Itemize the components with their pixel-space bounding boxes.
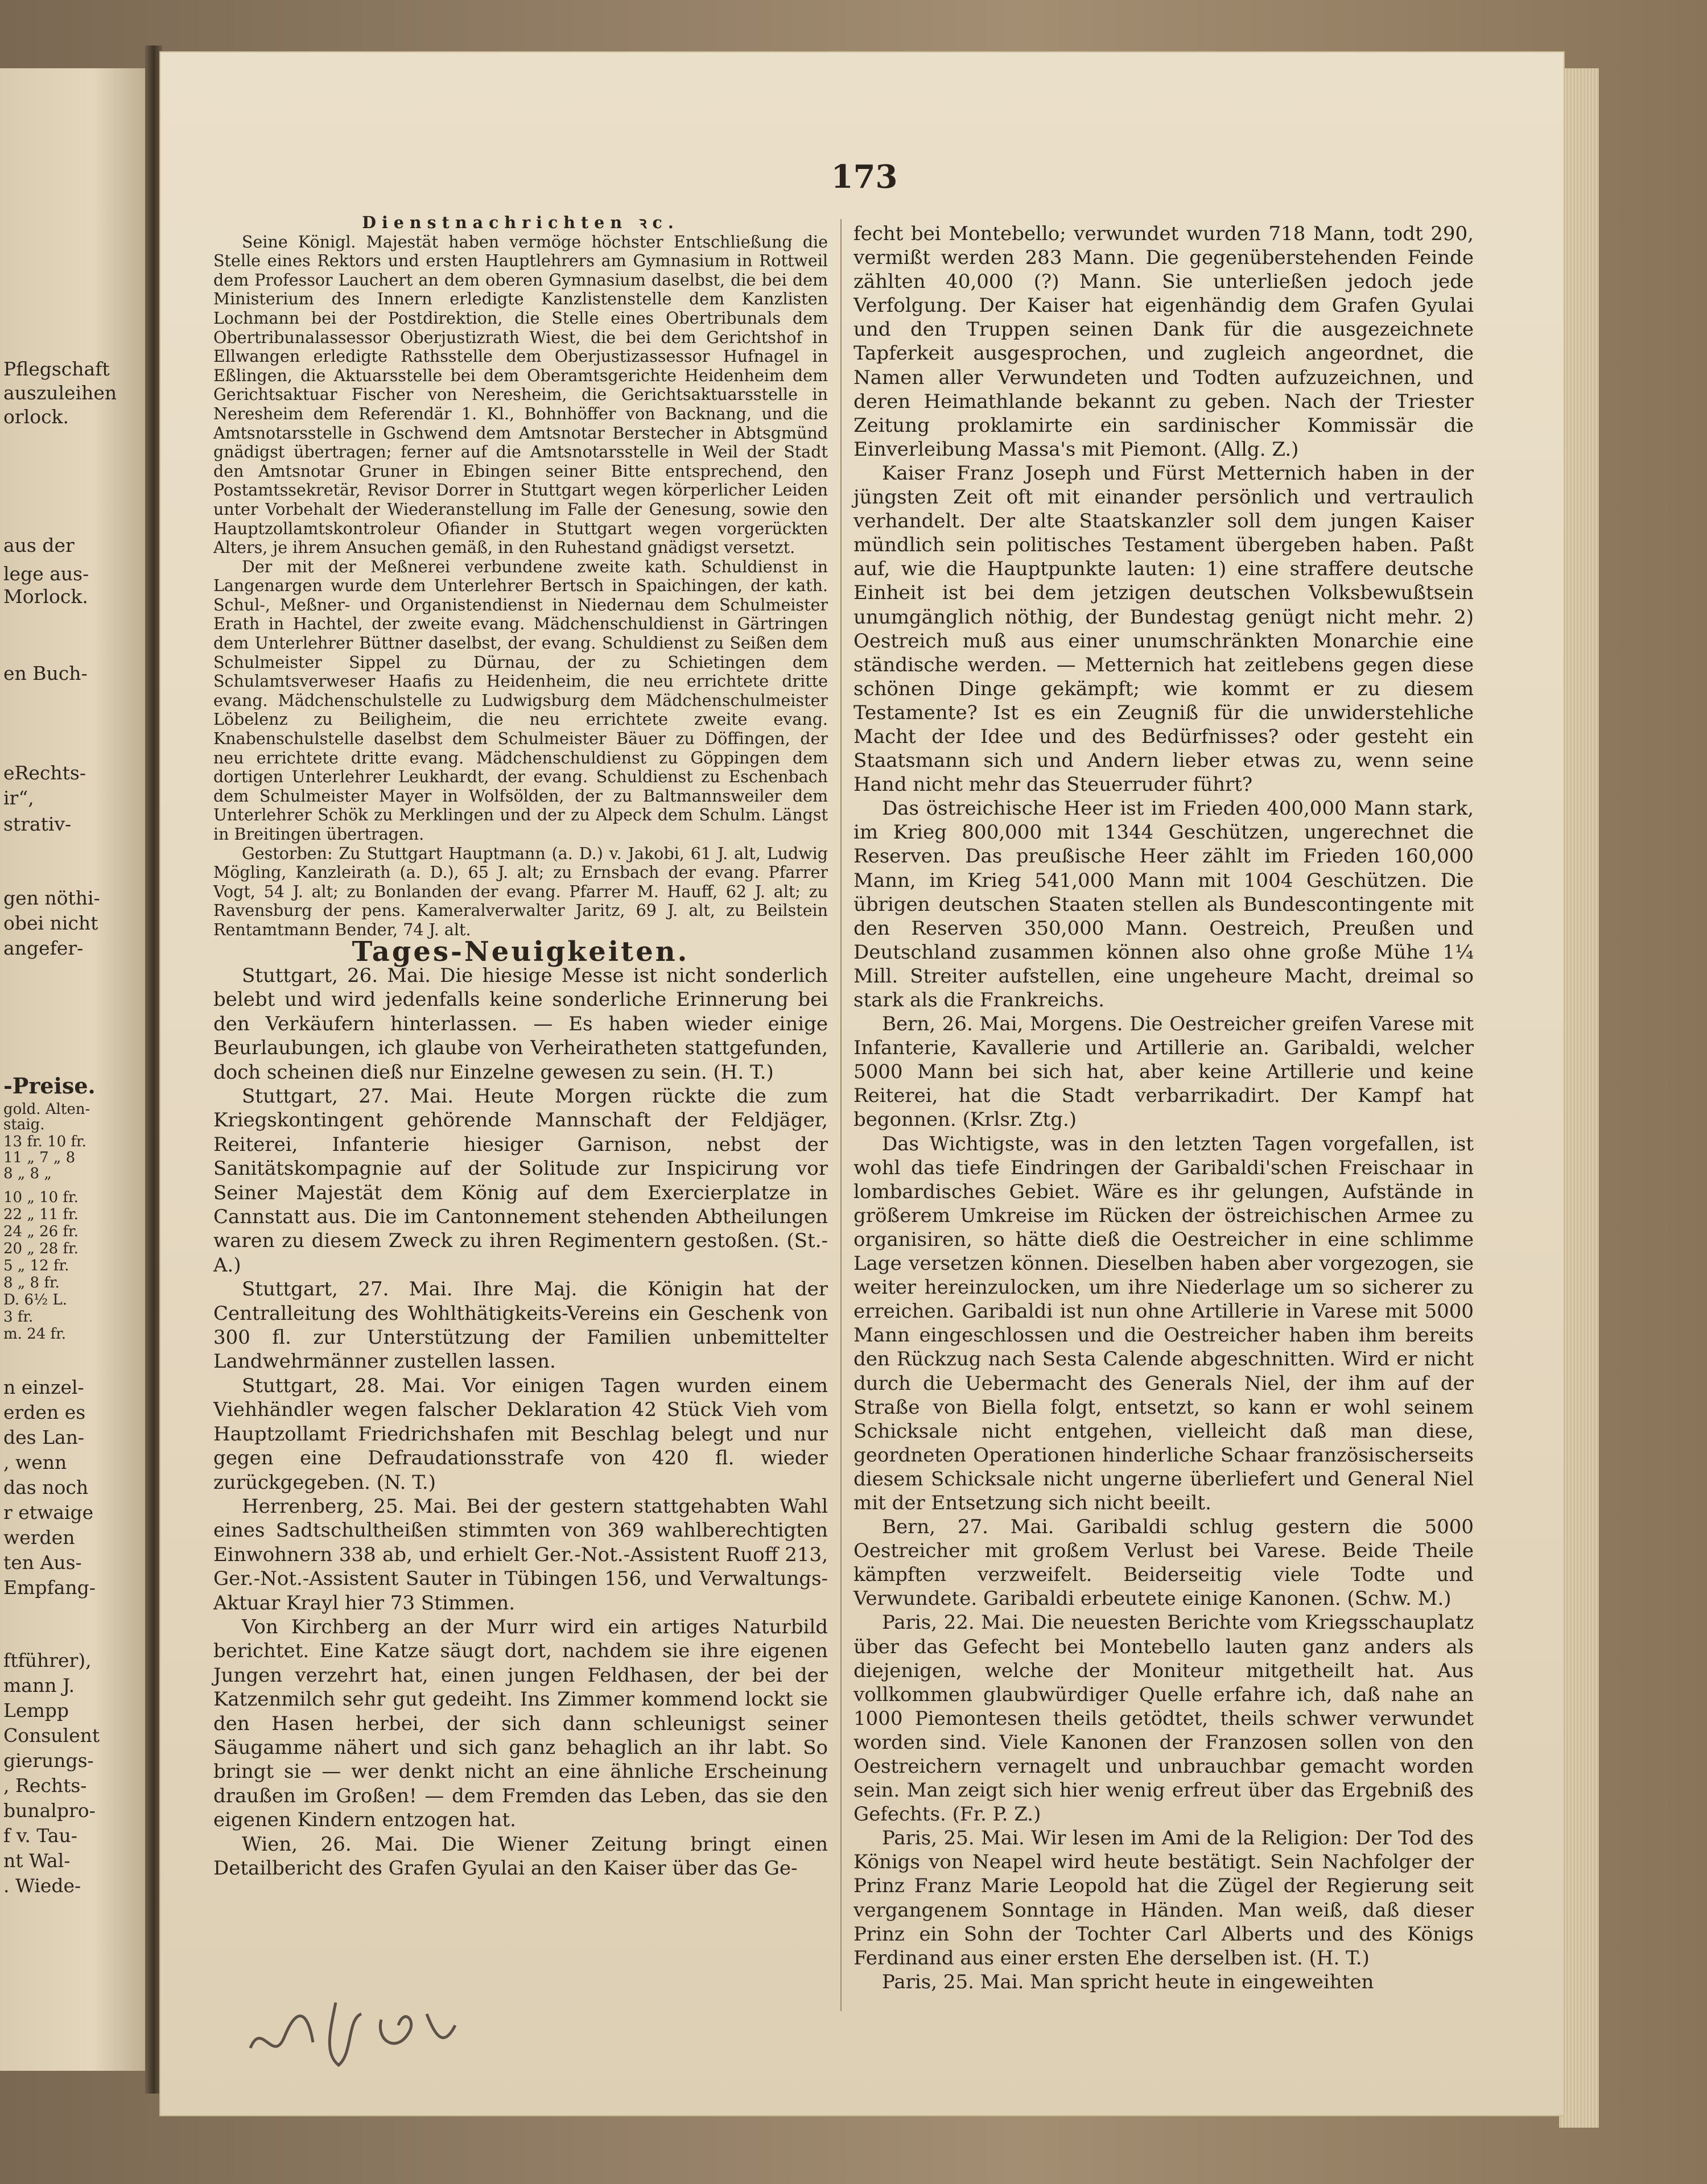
left-page-text-fragment: das noch: [3, 1476, 89, 1498]
left-page-text-fragment: erden es: [3, 1401, 86, 1423]
news-paragraph: Wien, 26. Mai. Die Wiener Zeitung bringt einen Detailbericht des Grafen Gyulai an den Kaiser über das Ge-: [213, 1832, 828, 1880]
news-paragraph: Paris, 25. Mai. Wir lesen im Ami de la Religion: Der Tod des Königs von Neapel wird heute bestätigt. Sein Nachfolger der Prinz Franz Marie Leopold hat die Zügel der Regierung seit vergangenem Sonntage in Händen. Man weiß, daß dieser Prinz ein Sohn der Tochter Carl Alberts und des Königs Ferdinand aus einer ersten Ehe derselben ist. (H. T.): [853, 1827, 1474, 1970]
left-page-text-fragment: 20 „ 28 fr.: [3, 1240, 79, 1257]
left-page-text-fragment: angefer-: [3, 937, 84, 959]
news-paragraph: Stuttgart, 28. Mai. Vor einigen Tagen wurden einem Viehhändler wegen falscher Deklaration 42 Stück Vieh vom Hauptzollamt Friedrichshafen mit Beschlag belegt und nur gegen eine Defraudationsstrafe von 420 fl. wieder zurückgegeben. (N. T.): [213, 1374, 828, 1494]
left-page-text-fragment: , Rechts-: [3, 1774, 87, 1797]
left-page-text-fragment: lege aus-: [3, 563, 89, 585]
right-column: [853, 222, 1474, 1994]
left-page-text-fragment: . Wiede-: [3, 1875, 81, 1897]
news-paragraph: Stuttgart, 26. Mai. Die hiesige Messe ist nicht sonderlich belebt und wird jedenfalls keine sonderliche Erinnerung bei den Verkäufern hinterlassen. — Es haben wieder einige Beurlaubungen, ich glaube von Verheiratheten stattgefunden, doch scheinen dieß nur Einzelne gewesen zu sein. (H. T.): [213, 964, 828, 1084]
left-page-text-fragment: 11 „ 7 „ 8: [3, 1149, 76, 1166]
page-number: 173: [831, 158, 898, 196]
dienst-paragraph: Der mit der Meßnerei verbundene zweite kath. Schuldienst in Langenargen wurde dem Unterlehrer Bertsch in Spaichingen, der kath. Schul-, Meßner- und Organistendienst in Niedernau dem Schulmeister Erath in Hachtel, der zweite evang. Mädchenschuldienst in Gärtringen dem Unterlehrer Büttner daselbst, der evang. Schuldienst zu Seißen dem Schulmeister Sippel zu Dürnau, der zu Schietingen dem Schulamtsverweser Haafis zu Heidenheim, die neu errichtete dritte evang. Mädchenschulstelle zu Ludwigsburg dem Mädchenschulmeister Löbelenz zu Beiligheim, die neu errichtete zweite evang. Knabenschulstelle daselbst dem Schulmeister Bäuer zu Döffingen, der neu errichtete dritte evang. Mädchenschuldienst zu Göppingen dem dortigen Unterlehrer Leukhardt, der evang. Schuldienst zu Eschenbach dem Schulmeister Mayer in Wolfsölden, der zu Baltmannsweiler dem Unterlehrer Schök zu Merklingen und der zu Alpeck dem Schulm. Längst in Breitingen übertragen.: [213, 557, 828, 844]
left-column: [213, 213, 828, 1880]
left-page-text-fragment: 22 „ 11 fr.: [3, 1206, 79, 1223]
news-paragraph: Bern, 26. Mai, Morgens. Die Oestreicher greifen Varese mit Infanterie, Kavallerie und Artillerie an. Garibaldi, welcher 5000 Mann bei sich hat, aber keine Artillerie und keine Reiterei, hat die Stadt verbarrikadirt. Der Kampf hat begonnen. (Krlsr. Ztg.): [853, 1013, 1474, 1132]
left-page-text-fragment: f v. Tau-: [3, 1824, 77, 1847]
left-page-text-fragment: 10 „ 10 fr.: [3, 1189, 79, 1206]
left-page-text-fragment: des Lan-: [3, 1426, 85, 1448]
news-paragraph: Paris, 22. Mai. Die neuesten Berichte vom Kriegsschauplatz über das Gefecht bei Montebello lauten ganz anders als diejenigen, welche der Moniteur mitgetheilt hat. Aus vollkommen glaubwürdiger Quelle erfahre ich, daß nahe an 1000 Piemontesen theils getödtet, theils schwer verwundet worden sind. Viele Kanonen der Franzosen sollen von den Oestreichern vernagelt und unbrauchbar gemacht worden sein. Man zeigt sich hier wenig erfreut über das Ergebniß des Gefechts. (Fr. P. Z.): [853, 1611, 1474, 1826]
left-page-text-fragment: 8 „ 8 „: [3, 1165, 52, 1182]
news-paragraph: Von Kirchberg an der Murr wird ein artiges Naturbild berichtet. Eine Katze säugt dort, nachdem sie ihre eigenen Jungen verzehrt hat, einen jungen Feldhasen, der bei der Katzenmilch sehr gut gedeiht. Ins Zimmer kommend lockt sie den Hasen herbei, der sich dann schleunigst seiner Säugamme nähert und sich ganz behaglich an ihr labt. So bringt sie — wer denkt nicht an eine ähnliche Erscheinung draußen im Großen! — dem Fremden das Leben, das sie den eigenen Kindern entzogen hat.: [213, 1615, 828, 1832]
left-page-text-fragment: bunalpro-: [3, 1799, 96, 1822]
left-page-text-fragment: Lempp: [3, 1699, 69, 1721]
left-page-text-fragment: orlock.: [3, 406, 69, 428]
left-page-text-fragment: 5 „ 12 fr.: [3, 1257, 69, 1274]
left-page-text-fragment: en Buch-: [3, 662, 88, 684]
left-page-text-fragment: Pflegschaft: [3, 358, 110, 380]
page-edges: [1559, 68, 1599, 2128]
news-paragraph: Stuttgart, 27. Mai. Heute Morgen rückte die zum Kriegskontingent gehörende Mannschaft der Feldjäger, Reiterei, Infanterie hiesiger Garnison, nebst der Sanitätskompagnie auf der Solitude zur Inspicirung vor Seiner Majestät dem König auf dem Exercierplatze in Cannstatt aus. Die im Cantonnement stehenden Abtheilungen waren zu diesem Zweck zu ihren Regimentern gestoßen. (St.-A.): [213, 1085, 828, 1277]
left-page-text-fragment: , wenn: [3, 1451, 67, 1473]
dienst-heading: Dienstnachrichten ꝛc.: [362, 213, 679, 232]
left-page-text-fragment: m. 24 fr.: [3, 1326, 66, 1343]
left-page-text-fragment: -Preise.: [3, 1073, 96, 1099]
left-page-text-fragment: r etwaige: [3, 1501, 94, 1524]
left-page-text-fragment: ir“,: [3, 787, 34, 809]
left-page-text-fragment: n einzel-: [3, 1376, 84, 1398]
news-paragraph: Das östreichische Heer ist im Frieden 400,000 Mann stark, im Krieg 800,000 mit 1344 Geschützen, ungerechnet die Reserven. Das preußische Heer zählt im Frieden 160,000 Mann, im Krieg 541,000 Mann mit 1004 Geschützen. Die übrigen deutschen Staaten stellen als Bundescontingente mit den Reserven 350,000 Mann. Oestreich, Preußen und Deutschland zusammen können also ohne große Mühe 1¼ Mill. Streiter aufstellen, eine ungeheure Macht, dreimal so stark als die Frankreichs.: [853, 797, 1474, 1012]
left-page-text-fragment: 8 „ 8 fr.: [3, 1274, 60, 1291]
left-page-text-fragment: eRechts-: [3, 762, 86, 784]
news-paragraph: Kaiser Franz Joseph und Fürst Metternich haben in der jüngsten Zeit oft mit einander persönlich und vertraulich verhandelt. Der alte Staatskanzler soll dem jungen Kaiser mündlich sein politisches Testament übergeben haben. Paßt auf, wie die Hauptpunkte lauten: 1) eine straffere deutsche Einheit ist bei dem jetzigen deutschen Volksbewußtsein unumgänglich nöthig, der Bundestag genügt nicht mehr. 2) Oestreich muß aus einer unumschränkten Monarchie eine ständische werden. — Metternich hat zeitlebens gegen diese schönen Dinge gekämpft; wie kommt er zu diesem Testamente? Ist es ein Zeugniß für die unwiderstehliche Macht der Idee und des Bedürfnisses? oder gesteht ein Staatsmann sich und Andern lieber etwas zu, wenn seine Hand nicht mehr das Steuerruder führt?: [853, 461, 1474, 796]
left-page-text-fragment: Morlock.: [3, 585, 88, 608]
left-page-text-fragment: 3 fr.: [3, 1308, 34, 1326]
dienst-paragraph: Gestorben: Zu Stuttgart Hauptmann (a. D.) v. Jakobi, 61 J. alt, Ludwig Mögling, Kanzleirath (a. D.), 65 J. alt; zu Ernsbach der evang. Pfarrer Vogt, 54 J. alt; zu Bonlanden der evang. Pfarrer M. Hauff, 62 J. alt; zu Ravensburg der pens. Kameralverwalter Jaritz, 69 J. alt, zu Beilstein Rentamtmann Bender, 74 J. alt.: [213, 844, 828, 939]
news-paragraph: Stuttgart, 27. Mai. Ihre Maj. die Königin hat der Centralleitung des Wohlthätigkeits-Vereins ein Geschenk von 300 fl. zur Unterstützung der Familien unbemittelter Landwehrmänner zustellen lassen.: [213, 1278, 828, 1373]
left-page-text-fragment: ten Aus-: [3, 1551, 82, 1574]
left-page-text-fragment: gold. Alten-: [3, 1101, 90, 1118]
left-page-text-fragment: werden: [3, 1526, 75, 1549]
left-page-text-fragment: obei nicht: [3, 912, 98, 934]
dienst-paragraph: Seine Königl. Majestät haben vermöge höchster Entschließung die Stelle eines Rektors und ersten Hauptlehrers am Gymnasium in Rottweil dem Professor Lauchert an dem oberen Gymnasium daselbst, die bei dem Ministerium des Innern erledigte Kanzlistenstelle dem Kanzlisten Lochmann bei der Postdirektion, die Stelle eines Obertribunals dem Obertribunalassessor Oberjustizrath Wiest, die bei dem Gerichtshof in Ellwangen erledigte Rathsstelle dem Oberjustizassessor Hufnagel in Eßlingen, die Aktuarsstelle bei dem Oberamtsgerichte Heidenheim dem Gerichtsaktuar Fischer von Neresheim, die Gerichtsaktuarsstelle in Neresheim dem Referendär 1. Kl., Bohnhöffer von Backnang, und die Amtsnotarsstelle in Gschwend dem Amtsnotar Berstecher in Abtsgmünd gnädigst übertragen; ferner auf die Amtsnotarsstelle in Weil der Stadt den Amtsnotar Gruner in Ebingen seiner Bitte entsprechend, den Postamtssekretär, Revisor Dorrer in Stuttgart wegen körperlicher Leiden unter Vorbehalt der Wiederanstellung im Falle der Genesung, sowie den Hauptzollamtskontroleur Ofiander in Stuttgart wegen vorgerückten Alters, je ihrem Ansuchen gemäß, in den Ruhestand gnädigst versetzt.: [213, 232, 828, 558]
tages-heading: Tages-Neuigkeiten.: [352, 935, 690, 968]
left-page-text-fragment: aus der: [3, 534, 75, 556]
news-paragraph: fecht bei Montebello; verwundet wurden 718 Mann, todt 290, vermißt werden 283 Mann. Die gegenüberstehenden Feinde zählten 40,000 (?) Mann. Sie unterließen jedoch jede Verfolgung. Der Kaiser hat eigenhändig dem Grafen Gyulai und den Truppen seinen Dank für die ausgezeichnete Tapferkeit ausgesprochen, und zugleich angeordnet, die Namen aller Verwundeten und Todten aufzuzeichnen, und deren Heimathlande bekannt zu geben. Nach der Triester Zeitung proklamirte ein sardinischer Kommissär die Einverleibung Massa's mit Piemont. (Allg. Z.): [853, 222, 1474, 461]
news-paragraph: Herrenberg, 25. Mai. Bei der gestern stattgehabten Wahl eines Sadtschultheißen stimmten von 369 wahlberechtigten Einwohnern 338 ab, und erhielt Ger.-Not.-Assistent Ruoff 213, Ger.-Not.-Assistent Sauter in Tübingen 156, und Verwaltungs-Aktuar Krayl hier 73 Stimmen.: [213, 1494, 828, 1615]
pencil-signature: [239, 1985, 478, 2071]
left-page-fragment: [0, 68, 154, 2071]
news-paragraph: Bern, 27. Mai. Garibaldi schlug gestern die 5000 Oestreicher mit großem Verlust bei Varese. Beide Theile kämpften verzweifelt. Beiderseitig viele Todte und Verwundete. Garibaldi erbeutete einige Kanonen. (Schw. M.): [853, 1516, 1474, 1611]
left-page-text-fragment: mann J.: [3, 1674, 75, 1696]
left-page-text-fragment: nt Wal-: [3, 1849, 71, 1872]
column-divider: [840, 219, 842, 2011]
left-page-text-fragment: 24 „ 26 fr.: [3, 1223, 79, 1240]
left-page-text-fragment: auszuleihen: [3, 382, 117, 404]
news-paragraph: Das Wichtigste, was in den letzten Tagen vorgefallen, ist wohl das tiefe Eindringen der Garibaldi'schen Freischaar in lombardisches Gebiet. Wäre es ihr gelungen, Aufstände in größerem Umkreise im Rücken der östreichischen Armee zu organisiren, so hätte dieß die Oestreicher in eine schlimme Lage versetzen können. Dieselben haben aber vorgezogen, sie weiter hereinzulocken, um ihre Niederlage um so sicherer zu erreichen. Garibaldi ist nun ohne Artillerie in Varese mit 5000 Mann eingeschlossen und die Oestreicher haben ihm bereits den Rückzug nach Sesta Calende abgeschnitten. Wird er nicht durch die Uebermacht des Generals Niel, der ihm auf der Straße von Biella folgt, entsetzt, so kann er wohl seinem Schicksale nicht entgehen, vielleicht daß man diese, geordneten Operationen hinderliche Schaar französischerseits diesem Schicksale nicht ungerne überliefert und General Niel mit der Entsetzung sich nicht beeilt.: [853, 1132, 1474, 1514]
left-page-text-fragment: Consulent: [3, 1724, 100, 1747]
left-page-text-fragment: 13 fr. 10 fr.: [3, 1133, 86, 1150]
left-page-text-fragment: gen nöthi-: [3, 887, 100, 909]
left-page-text-fragment: Empfang-: [3, 1576, 96, 1599]
left-page-text-fragment: gierungs-: [3, 1749, 94, 1772]
left-page-text-fragment: strativ-: [3, 813, 72, 835]
left-page-text-fragment: ftführer),: [3, 1649, 92, 1671]
left-page-text-fragment: D. 6½ L.: [3, 1291, 67, 1308]
news-paragraph: Paris, 25. Mai. Man spricht heute in eingeweihten: [882, 1970, 1374, 1993]
left-page-text-fragment: staig.: [3, 1116, 45, 1133]
dienst-section: [213, 213, 828, 940]
